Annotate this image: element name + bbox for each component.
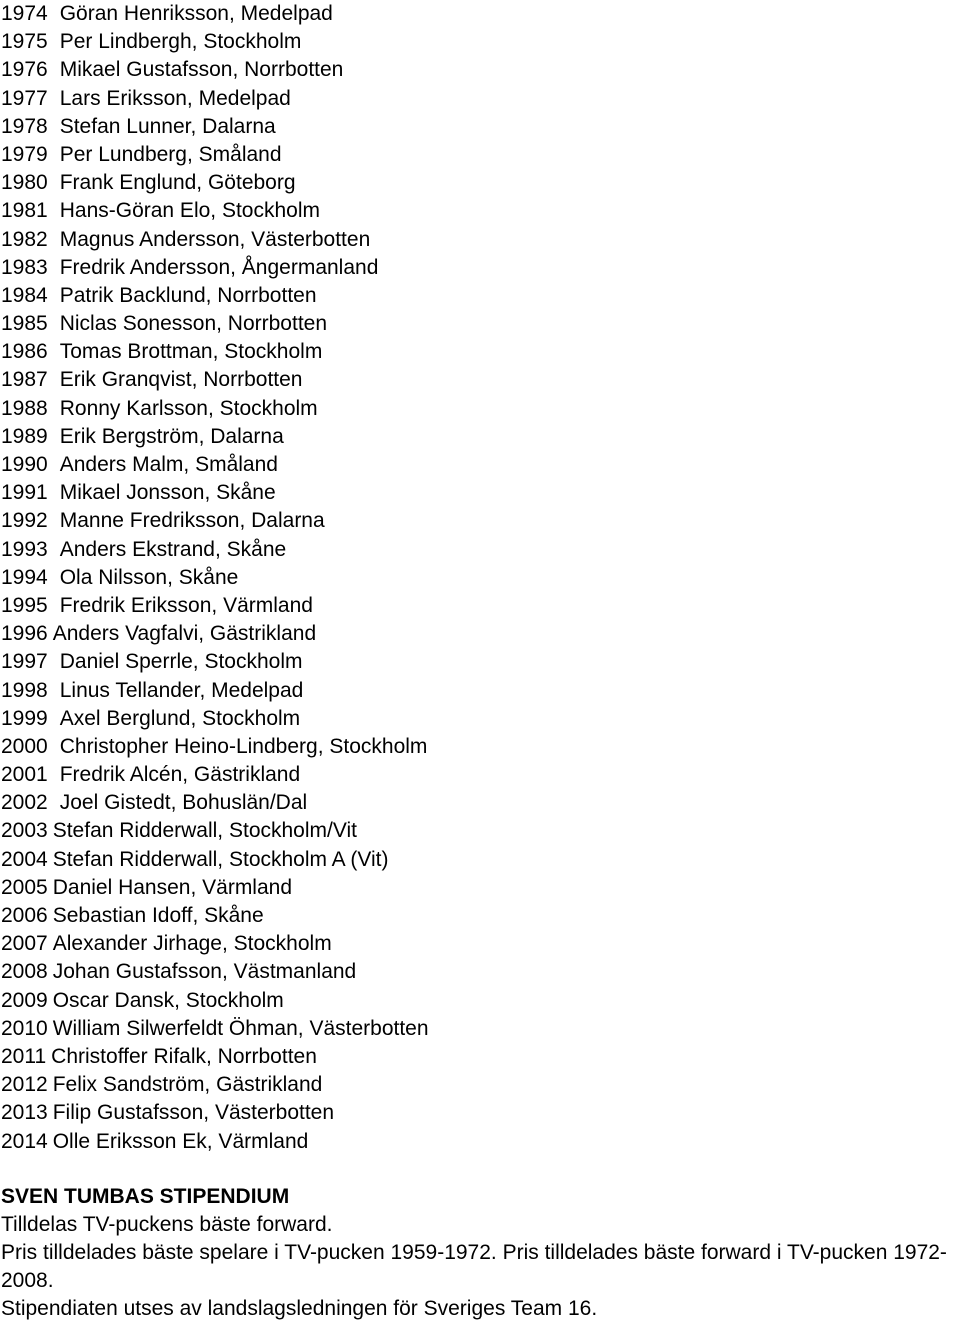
list-item (1, 930, 960, 958)
winner-name: Hans-Göran Elo, Stockholm (59, 199, 320, 223)
winner-name: Lars Eriksson, Medelpad (59, 86, 291, 110)
winner-year: 1975 (1, 30, 48, 54)
winner-name: William Silwerfeldt Öhman, Västerbotten (52, 1016, 429, 1040)
list-item (1, 902, 960, 930)
winner-year: 1985 (1, 312, 48, 336)
winner-name: Anders Ekstrand, Skåne (59, 537, 287, 561)
winner-year: 2000 (1, 734, 48, 758)
winner-name: Fredrik Eriksson, Värmland (59, 593, 313, 617)
section-line-2: Pris tilldelades bäste spelare i TV-pucken 1959-1972. Pris tilldelades bäste forward i TV-pucken 1972-2008. (1, 1241, 947, 1293)
section-title: SVEN TUMBAS STIPENDIUM (1, 1184, 290, 1208)
winner-year: 2004 (1, 847, 48, 871)
list-item (1, 620, 960, 648)
winner-name: Joel Gistedt, Bohuslän/Dal (59, 791, 308, 815)
winner-name: Johan Gustafsson, Västmanland (52, 960, 357, 984)
section-line-1: Tilldelas TV-puckens bäste forward. (1, 1212, 333, 1236)
list-item (1, 789, 960, 817)
winner-year: 2014 (1, 1129, 48, 1153)
winner-name: Axel Berglund, Stockholm (59, 706, 301, 730)
winner-year: 1988 (1, 396, 48, 420)
list-item (1, 958, 960, 986)
winner-year: 1983 (1, 255, 48, 279)
winner-name: Mikael Gustafsson, Norrbotten (59, 58, 344, 82)
winner-year: 1984 (1, 283, 48, 307)
list-item (1, 705, 960, 733)
winner-year: 1990 (1, 453, 48, 476)
winner-year: 1997 (1, 650, 48, 674)
winner-name: Mikael Jonsson, Skåne (59, 481, 276, 505)
list-item (1, 0, 960, 28)
winner-year: 2009 (1, 988, 48, 1012)
list-item (1, 733, 960, 761)
winner-name: Fredrik Alcén, Gästrikland (59, 763, 301, 787)
winner-name: Per Lindbergh, Stockholm (59, 30, 302, 54)
list-item (1, 874, 960, 902)
list-item (1, 987, 960, 1015)
winner-name: Filip Gustafsson, Västerbotten (52, 1101, 335, 1125)
list-item (1, 366, 960, 394)
winner-name: Per Lundberg, Småland (59, 142, 282, 166)
winner-year: 2013 (1, 1101, 48, 1125)
winner-year: 2001 (1, 763, 48, 787)
winner-year: 2002 (1, 791, 48, 815)
winner-name: Stefan Ridderwall, Stockholm/Vit (52, 819, 357, 843)
winner-year: 1995 (1, 593, 48, 617)
winner-year: 2007 (1, 932, 48, 956)
winner-year: 1989 (1, 424, 48, 448)
winner-year: 1977 (1, 86, 48, 110)
winner-name: Ronny Karlsson, Stockholm (59, 396, 318, 420)
winner-year: 2010 (1, 1016, 48, 1040)
list-item (1, 169, 960, 197)
winner-year: 1999 (1, 706, 48, 730)
list-item (1, 677, 960, 705)
list-item (1, 423, 960, 451)
winner-name: Stefan Lunner, Dalarna (59, 114, 276, 138)
winner-name: Magnus Andersson, Västerbotten (59, 227, 371, 251)
winner-name: Fredrik Andersson, Ångermanland (59, 255, 379, 279)
winner-name: Tomas Brottman, Stockholm (59, 340, 323, 364)
list-item (1, 817, 960, 845)
list-item (1, 254, 960, 282)
winner-name: Erik Granqvist, Norrbotten (59, 368, 303, 392)
list-item (1, 395, 960, 423)
winner-year: 1986 (1, 340, 48, 364)
list-item (1, 113, 960, 141)
winner-year: 2006 (1, 904, 48, 927)
list-item (1, 564, 960, 592)
winner-name: Anders Malm, Småland (59, 453, 278, 476)
winner-year: 1980 (1, 171, 48, 195)
list-item (1, 85, 960, 113)
winner-year: 2005 (1, 875, 48, 899)
winner-name: Daniel Hansen, Värmland (52, 875, 293, 899)
winner-name: Göran Henriksson, Medelpad (59, 2, 333, 25)
list-item (1, 648, 960, 676)
list-item (1, 1043, 960, 1071)
list-item (1, 479, 960, 507)
winner-year: 1987 (1, 368, 48, 392)
list-item (1, 1015, 960, 1043)
list-item (1, 1099, 960, 1127)
winner-name: Linus Tellander, Medelpad (59, 678, 304, 702)
winner-name: Frank Englund, Göteborg (59, 171, 296, 195)
list-item (1, 197, 960, 225)
winner-name: Stefan Ridderwall, Stockholm A (Vit) (52, 847, 389, 871)
list-item (1, 141, 960, 169)
list-item (1, 56, 960, 84)
winner-year: 1981 (1, 199, 48, 223)
winner-name: Ola Nilsson, Skåne (59, 565, 239, 589)
list-item (1, 451, 960, 479)
list-item (1, 761, 960, 789)
list-item (1, 507, 960, 535)
winner-year: 2008 (1, 960, 48, 984)
winner-year: 2012 (1, 1073, 48, 1097)
winner-name: Sebastian Idoff, Skåne (52, 904, 264, 927)
winner-name: Olle Eriksson Ek, Värmland (52, 1129, 309, 1153)
winner-name: Felix Sandström, Gästrikland (52, 1073, 323, 1097)
winner-year: 1994 (1, 565, 48, 589)
list-item (1, 310, 960, 338)
winner-name: Alexander Jirhage, Stockholm (52, 932, 332, 956)
list-item (1, 592, 960, 620)
winner-name: Erik Bergström, Dalarna (59, 424, 284, 448)
winner-name: Niclas Sonesson, Norrbotten (59, 312, 328, 336)
list-item (1, 1128, 960, 1156)
stipend-section (1, 1183, 960, 1324)
winner-year: 2011 (1, 1044, 47, 1068)
winner-name: Christopher Heino-Lindberg, Stockholm (59, 734, 428, 758)
list-item (1, 226, 960, 254)
list-item (1, 846, 960, 874)
winner-name: Anders Vagfalvi, Gästrikland (52, 622, 317, 646)
list-item (1, 536, 960, 564)
winner-name: Christoffer Rifalk, Norrbotten (51, 1044, 317, 1068)
winner-name: Patrik Backlund, Norrbotten (59, 283, 317, 307)
list-item (1, 1071, 960, 1099)
winner-year: 1978 (1, 114, 48, 138)
list-item (1, 282, 960, 310)
winner-year: 1976 (1, 58, 48, 82)
winner-year: 1993 (1, 537, 48, 561)
winner-name: Daniel Sperrle, Stockholm (59, 650, 303, 674)
list-item (1, 28, 960, 56)
winner-year: 1996 (1, 622, 48, 646)
winner-year: 1982 (1, 227, 48, 251)
winner-year: 1992 (1, 509, 48, 533)
winner-year: 1991 (1, 481, 48, 505)
winner-year: 1974 (1, 2, 48, 25)
winner-name: Oscar Dansk, Stockholm (52, 988, 284, 1012)
list-item (1, 338, 960, 366)
winner-year: 1979 (1, 142, 48, 166)
section-line-3: Stipendiaten utses av landslagsledningen för Sveriges Team 16. (1, 1297, 598, 1321)
winners-list (1, 0, 960, 1156)
winner-year: 2003 (1, 819, 48, 843)
winner-year: 1998 (1, 678, 48, 702)
winner-name: Manne Fredriksson, Dalarna (59, 509, 325, 533)
